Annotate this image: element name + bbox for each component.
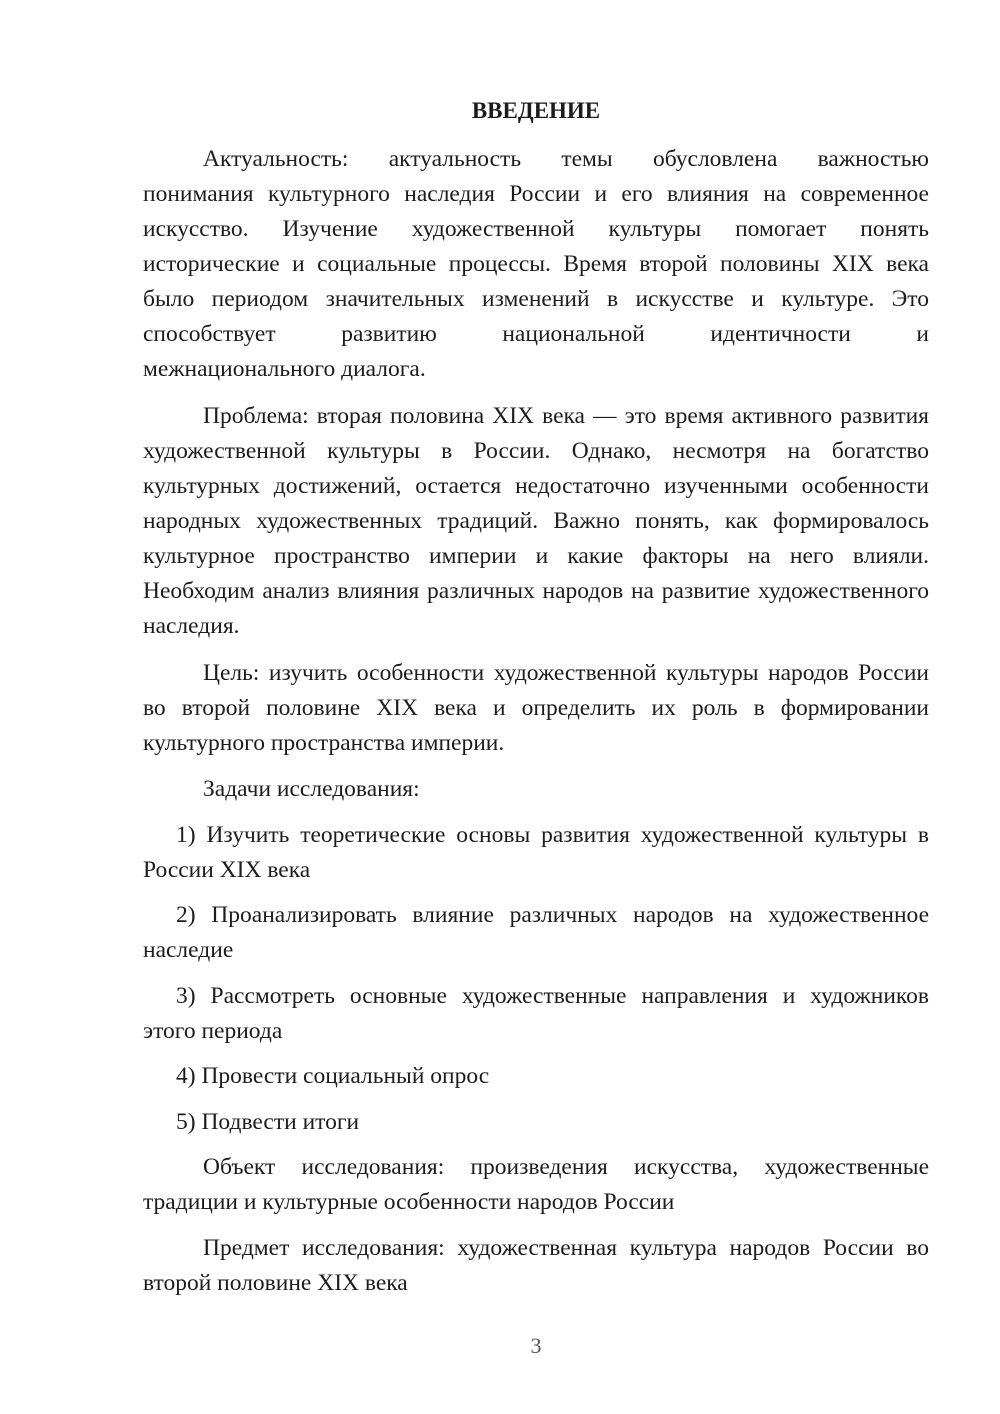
relevance-line-6: способствует развитию национальной идентичности и [143,321,929,347]
relevance-paragraph [143,142,929,387]
subject-paragraph: Предмет исследования: художественная культура народов России во второй половине XIX века [143,1235,929,1296]
relevance-line-3: искусство. Изучение художественной культуры помогает понять [143,216,929,242]
goal-paragraph: Цель: изучить особенности художественной культуры народов России во второй половине XIX века и определить их роль в формировании культурного пространства империи. [143,660,929,756]
relevance-line-4: исторические и социальные процессы. Время второй половины XIX века [143,251,929,277]
page-number: 3 [530,1333,542,1358]
task-item-3: 3) Рассмотреть основные художественные направления и художников этого периода [143,983,929,1044]
relevance-line-2: понимания культурного наследия России и его влияния на современное [143,181,929,207]
page-title: ВВЕДЕНИЕ [471,98,601,123]
task-item-5: 5) Подвести итоги [176,1109,360,1135]
relevance-line-5: было периодом значительных изменений в искусстве и культуре. Это [143,286,929,312]
relevance-line-7: межнационального диалога. [143,356,426,382]
problem-paragraph: Проблема: вторая половина XIX века — это время активного развития художественной культуры в России. Однако, несмотря на богатство культурных достижений, остается недостаточно изученными особенности народных художественных традиций. Важно понять, как формировалось культурное пространство империи и какие факторы на него влияли. Необходим анализ влияния различных народов на развитие художественного наследия. [143,403,929,639]
task-item-4: 4) Провести социальный опрос [176,1063,490,1089]
tasks-heading: Задачи исследования: [203,776,420,802]
object-paragraph: Объект исследования: произведения искусства, художественные традиции и культурные особенности народов России [143,1154,929,1215]
relevance-line-1: Актуальность: актуальность темы обусловлена важностью [203,146,929,172]
task-item-1: 1) Изучить теоретические основы развития художественной культуры в России XIX века [143,822,929,883]
task-item-2: 2) Проанализировать влияние различных народов на художественное наследие [143,902,929,963]
